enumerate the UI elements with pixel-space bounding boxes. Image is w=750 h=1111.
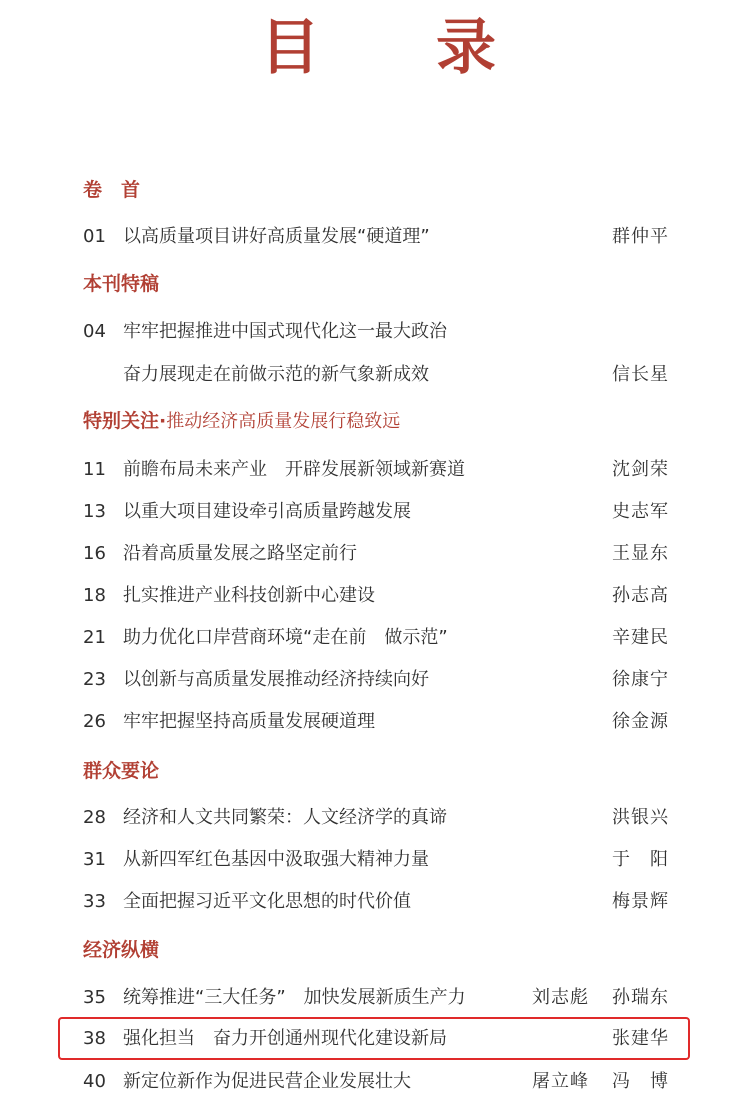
entry-author: 徐金源 <box>612 711 669 732</box>
toc-entry-continuation[interactable] <box>83 360 673 390</box>
entry-title: 牢牢把握推进中国式现代化这一最大政治 <box>123 321 447 342</box>
entry-page-number: 33 <box>83 891 106 912</box>
section-heading-juanshou: 卷 首 <box>83 179 141 201</box>
toc-entry[interactable] <box>83 845 673 875</box>
section-heading-main: 特别关注· <box>83 410 167 432</box>
entry-author: 孙志高 <box>612 585 669 606</box>
entry-title: 从新四军红色基因中汲取强大精神力量 <box>123 849 429 870</box>
entry-title: 牢牢把握坚持高质量发展硬道理 <box>123 711 375 732</box>
entry-page-number: 40 <box>83 1071 106 1092</box>
entry-title: 新定位新作为促进民营企业发展壮大 <box>123 1071 411 1092</box>
entry-author: 群仲平 <box>612 226 669 247</box>
toc-entry[interactable] <box>83 803 673 833</box>
entry-author: 张建华 <box>612 1028 669 1049</box>
toc-entry[interactable] <box>83 665 673 695</box>
section-heading-tebie-guanzhu <box>83 409 400 434</box>
entry-title: 扎实推进产业科技创新中心建设 <box>123 585 375 606</box>
entry-page-number: 38 <box>83 1028 106 1049</box>
entry-title: 统筹推进“三大任务” 加快发展新质生产力 <box>123 987 466 1008</box>
entry-page-number: 31 <box>83 849 106 870</box>
entry-page-number: 13 <box>83 501 106 522</box>
toc-entry[interactable] <box>83 539 673 569</box>
entry-author: 辛建民 <box>612 627 669 648</box>
section-heading-qunzhong-yaolun: 群众要论 <box>83 760 160 782</box>
toc-entry[interactable] <box>83 317 673 347</box>
entry-title: 强化担当 奋力开创通州现代化建设新局 <box>123 1028 447 1049</box>
entry-author: 于 阳 <box>612 849 669 870</box>
entry-author: 王显东 <box>612 543 669 564</box>
entry-author: 洪银兴 <box>612 807 669 828</box>
entry-author: 孙瑞东 <box>612 987 669 1008</box>
entry-title: 沿着高质量发展之路坚定前行 <box>123 543 357 564</box>
entry-page-number: 35 <box>83 987 106 1008</box>
entry-title: 前瞻布局未来产业 开辟发展新领域新赛道 <box>123 459 465 480</box>
toc-entry[interactable] <box>83 983 673 1013</box>
entry-author: 梅景辉 <box>612 891 669 912</box>
entry-page-number: 23 <box>83 669 106 690</box>
toc-entry[interactable] <box>83 455 673 485</box>
entry-page-number: 21 <box>83 627 106 648</box>
toc-entry[interactable] <box>83 1067 673 1097</box>
entry-title: 助力优化口岸营商环境“走在前 做示范” <box>123 627 448 648</box>
entry-author: 沈剑荣 <box>612 459 669 480</box>
entry-title: 全面把握习近平文化思想的时代价值 <box>123 891 411 912</box>
entry-page-number: 16 <box>83 543 106 564</box>
entry-coauthor: 屠立峰 <box>532 1071 589 1092</box>
entry-page-number: 26 <box>83 711 106 732</box>
toc-entry[interactable] <box>83 887 673 917</box>
toc-entry[interactable] <box>83 222 673 252</box>
entry-author: 冯 博 <box>612 1071 669 1092</box>
entry-title: 奋力展现走在前做示范的新气象新成效 <box>123 364 429 385</box>
toc-entry[interactable] <box>83 497 673 527</box>
entry-author: 信长星 <box>612 364 669 385</box>
entry-page-number: 04 <box>83 321 106 342</box>
entry-title: 经济和人文共同繁荣：人文经济学的真谛 <box>123 807 447 828</box>
entry-title: 以创新与高质量发展推动经济持续向好 <box>123 669 429 690</box>
entry-page-number: 01 <box>83 226 106 247</box>
title-char-2: 录 <box>436 13 496 83</box>
toc-entry-highlighted[interactable] <box>83 1024 673 1054</box>
entry-coauthor: 刘志彪 <box>532 987 589 1008</box>
title-char-1: 目 <box>260 13 320 83</box>
entry-title: 以重大项目建设牵引高质量跨越发展 <box>123 501 411 522</box>
entry-title: 以高质量项目讲好高质量发展“硬道理” <box>123 226 430 247</box>
entry-page-number: 11 <box>83 459 106 480</box>
toc-entry[interactable] <box>83 707 673 737</box>
section-subheading: 推动经济高质量发展行稳致远 <box>166 411 401 432</box>
toc-entry[interactable] <box>83 581 673 611</box>
page-title <box>0 8 750 88</box>
entry-page-number: 28 <box>83 807 106 828</box>
entry-author: 徐康宁 <box>612 669 669 690</box>
entry-author: 史志军 <box>612 501 669 522</box>
toc-entry[interactable] <box>83 623 673 653</box>
entry-page-number: 18 <box>83 585 106 606</box>
section-heading-jingji-zongheng: 经济纵横 <box>83 939 160 961</box>
section-heading-bengan-tegao: 本刊特稿 <box>83 273 160 295</box>
